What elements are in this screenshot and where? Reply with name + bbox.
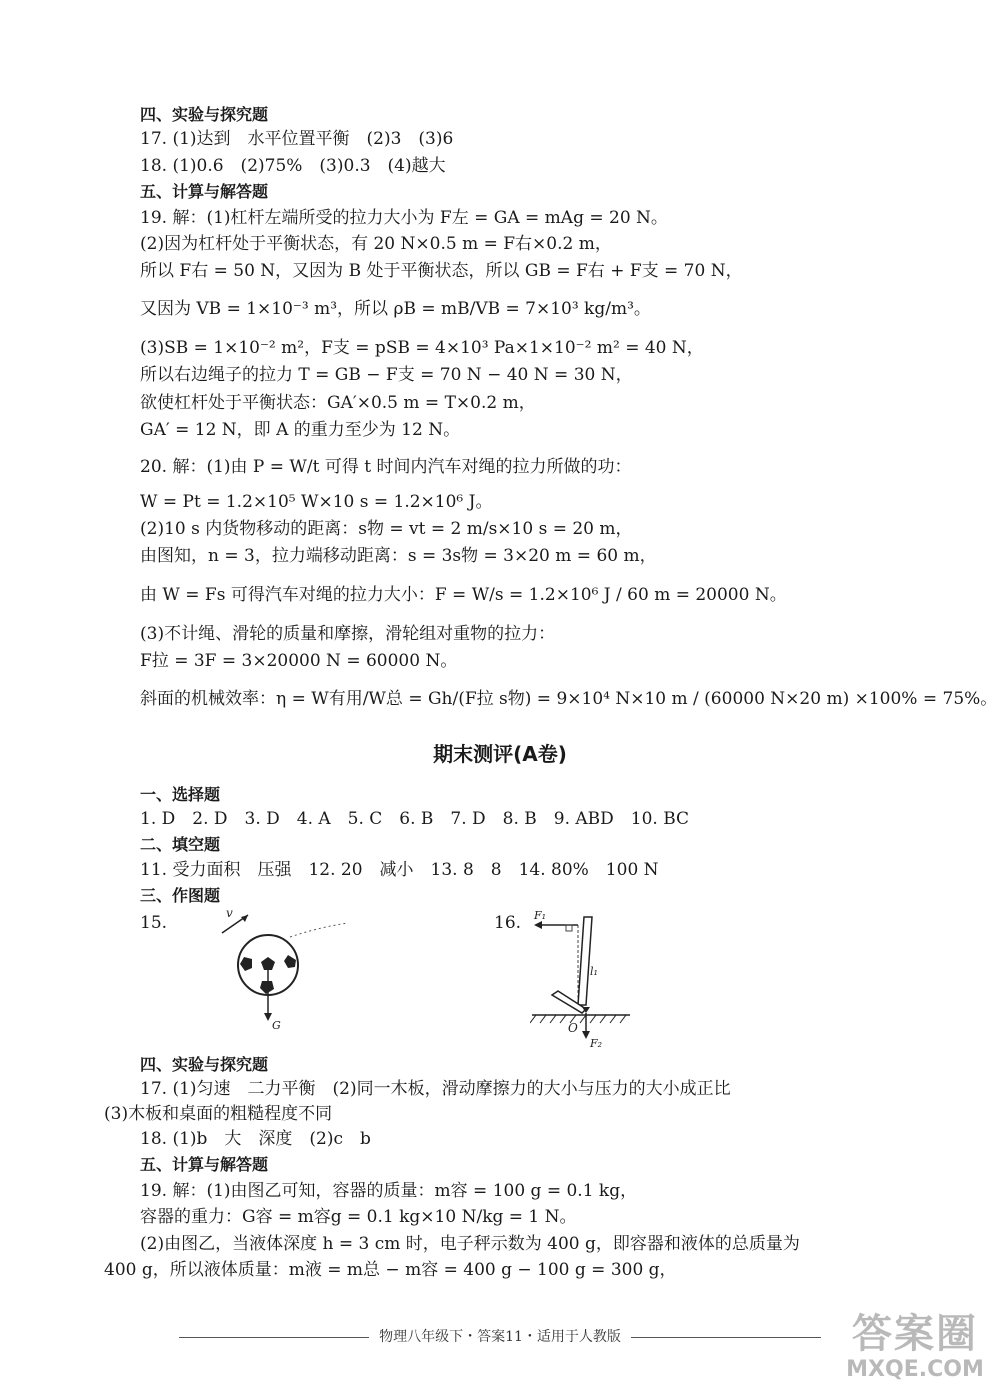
section-heading-choice: 一、选择题 [140, 785, 221, 804]
q19-line: 19. 解：(1)杠杆左端所受的拉力大小为 F左 = GA = mAg = 20 N。 [140, 208, 668, 228]
gravity-label: G [272, 1019, 281, 1032]
q19-line: (2)因为杠杆处于平衡状态，有 20 N×0.5 m = F右×0.2 m， [140, 234, 612, 254]
section-heading-experiment: 四、实验与探究题 [140, 105, 269, 124]
q19-line: (3)SB = 1×10⁻² m²，F支 = pSB = 4×10³ Pa×1×10⁻² m² = 40 N， [140, 338, 704, 358]
watermark-logo [840, 1311, 990, 1391]
velocity-label: v [226, 906, 233, 920]
answer-q17-b: (3)木板和桌面的粗糙程度不同 [104, 1104, 333, 1124]
watermark-big: 答案圈 [852, 1311, 978, 1357]
section-heading-calculation: 五、计算与解答题 [140, 182, 269, 201]
q19-line: GA′ = 12 N，即 A 的重力至少为 12 N。 [140, 420, 461, 440]
choice-answers: 1. D 2. D 3. D 4. A 5. C 6. B 7. D 8. B 9. ABD 10. BC [140, 809, 690, 829]
q16-label: 16. [494, 913, 522, 933]
f2-label: F₂ [590, 1037, 603, 1050]
footer-text: 物理八年级下・答案11・适用于人教版 [379, 1329, 621, 1345]
q20-line: 斜面的机械效率：η = W有用/W总 = Gh/(F拉 s物) = 9×10⁴ N×10 m / (60000 N×20 m) ×100% = 75%。 [140, 689, 998, 709]
q19-b-line: (2)由图乙，当液体深度 h = 3 cm 时，电子秤示数为 400 g，即容器和液体的总质量为 [140, 1234, 800, 1254]
q19-line: 又因为 VB = 1×10⁻³ m³，所以 ρB = mB/VB = 7×10³ kg/m³。 [140, 299, 651, 319]
exam-title: 期末测评(A卷) [433, 742, 567, 766]
q19-b-line: 400 g，所以液体质量：m液 = m总 − m容 = 400 g − 100 g = 300 g， [104, 1260, 677, 1280]
answer-q17-a: 17. (1)匀速 二力平衡 (2)同一木板，滑动摩擦力的大小与压力的大小成正比 [140, 1079, 731, 1099]
section-heading-drawing: 三、作图题 [140, 886, 221, 905]
l1-label: l₁ [590, 965, 598, 978]
q19-b-line: 19. 解：(1)由图乙可知，容器的质量：m容 = 100 g = 0.1 kg， [140, 1181, 638, 1201]
section-heading-fill: 二、填空题 [140, 835, 221, 854]
q20-line: (2)10 s 内货物移动的距离：s物 = vt = 2 m/s×10 s = 20 m， [140, 519, 633, 539]
answer-q18-b: 18. (1)b 大 深度 (2)c b [140, 1129, 371, 1149]
answer-q18: 18. (1)0.6 (2)75% (3)0.3 (4)越大 [140, 156, 446, 176]
q20-line: 由图知，n = 3，拉力端移动距离：s = 3s物 = 3×20 m = 60 m， [140, 546, 657, 566]
q19-b-line: 容器的重力：G容 = m容g = 0.1 kg×10 N/kg = 1 N。 [140, 1207, 577, 1227]
pivot-label: O [568, 1021, 578, 1035]
figure-lever [530, 905, 640, 1050]
q15-label: 15. [140, 913, 168, 933]
q20-line: F拉 = 3F = 3×20000 N = 60000 N。 [140, 651, 458, 671]
figure-soccer-ball [210, 905, 360, 1035]
page-footer [110, 1326, 890, 1346]
section-heading-experiment-2: 四、实验与探究题 [140, 1055, 269, 1074]
q20-line: 20. 解：(1)由 P = W/t 可得 t 时间内汽车对绳的拉力所做的功： [140, 457, 632, 477]
f1-label: F₁ [534, 909, 547, 922]
footer-rule-left [179, 1337, 369, 1338]
q19-line: 所以 F右 = 50 N，又因为 B 处于平衡状态，所以 GB = F右 + F支 = 70 N， [140, 261, 743, 281]
fill-answers: 11. 受力面积 压强 12. 20 减小 13. 8 8 14. 80% 100 N [140, 860, 659, 880]
q20-line: (3)不计绳、滑轮的质量和摩擦，滑轮组对重物的拉力： [140, 624, 556, 644]
q20-line: 由 W = Fs 可得汽车对绳的拉力大小：F = W/s = 1.2×10⁶ J / 60 m = 20000 N。 [140, 585, 787, 605]
watermark-small: MXQE.COM [846, 1357, 984, 1382]
footer-rule-right [631, 1337, 821, 1338]
q19-line: 所以右边绳子的拉力 T = GB − F支 = 70 N − 40 N = 30 N， [140, 365, 633, 385]
q20-line: W = Pt = 1.2×10⁵ W×10 s = 1.2×10⁶ J。 [140, 492, 493, 512]
q19-line: 欲使杠杆处于平衡状态：GA′×0.5 m = T×0.2 m， [140, 393, 536, 413]
answer-q17: 17. (1)达到 水平位置平衡 (2)3 (3)6 [140, 129, 454, 149]
section-heading-calculation-2: 五、计算与解答题 [140, 1155, 269, 1174]
